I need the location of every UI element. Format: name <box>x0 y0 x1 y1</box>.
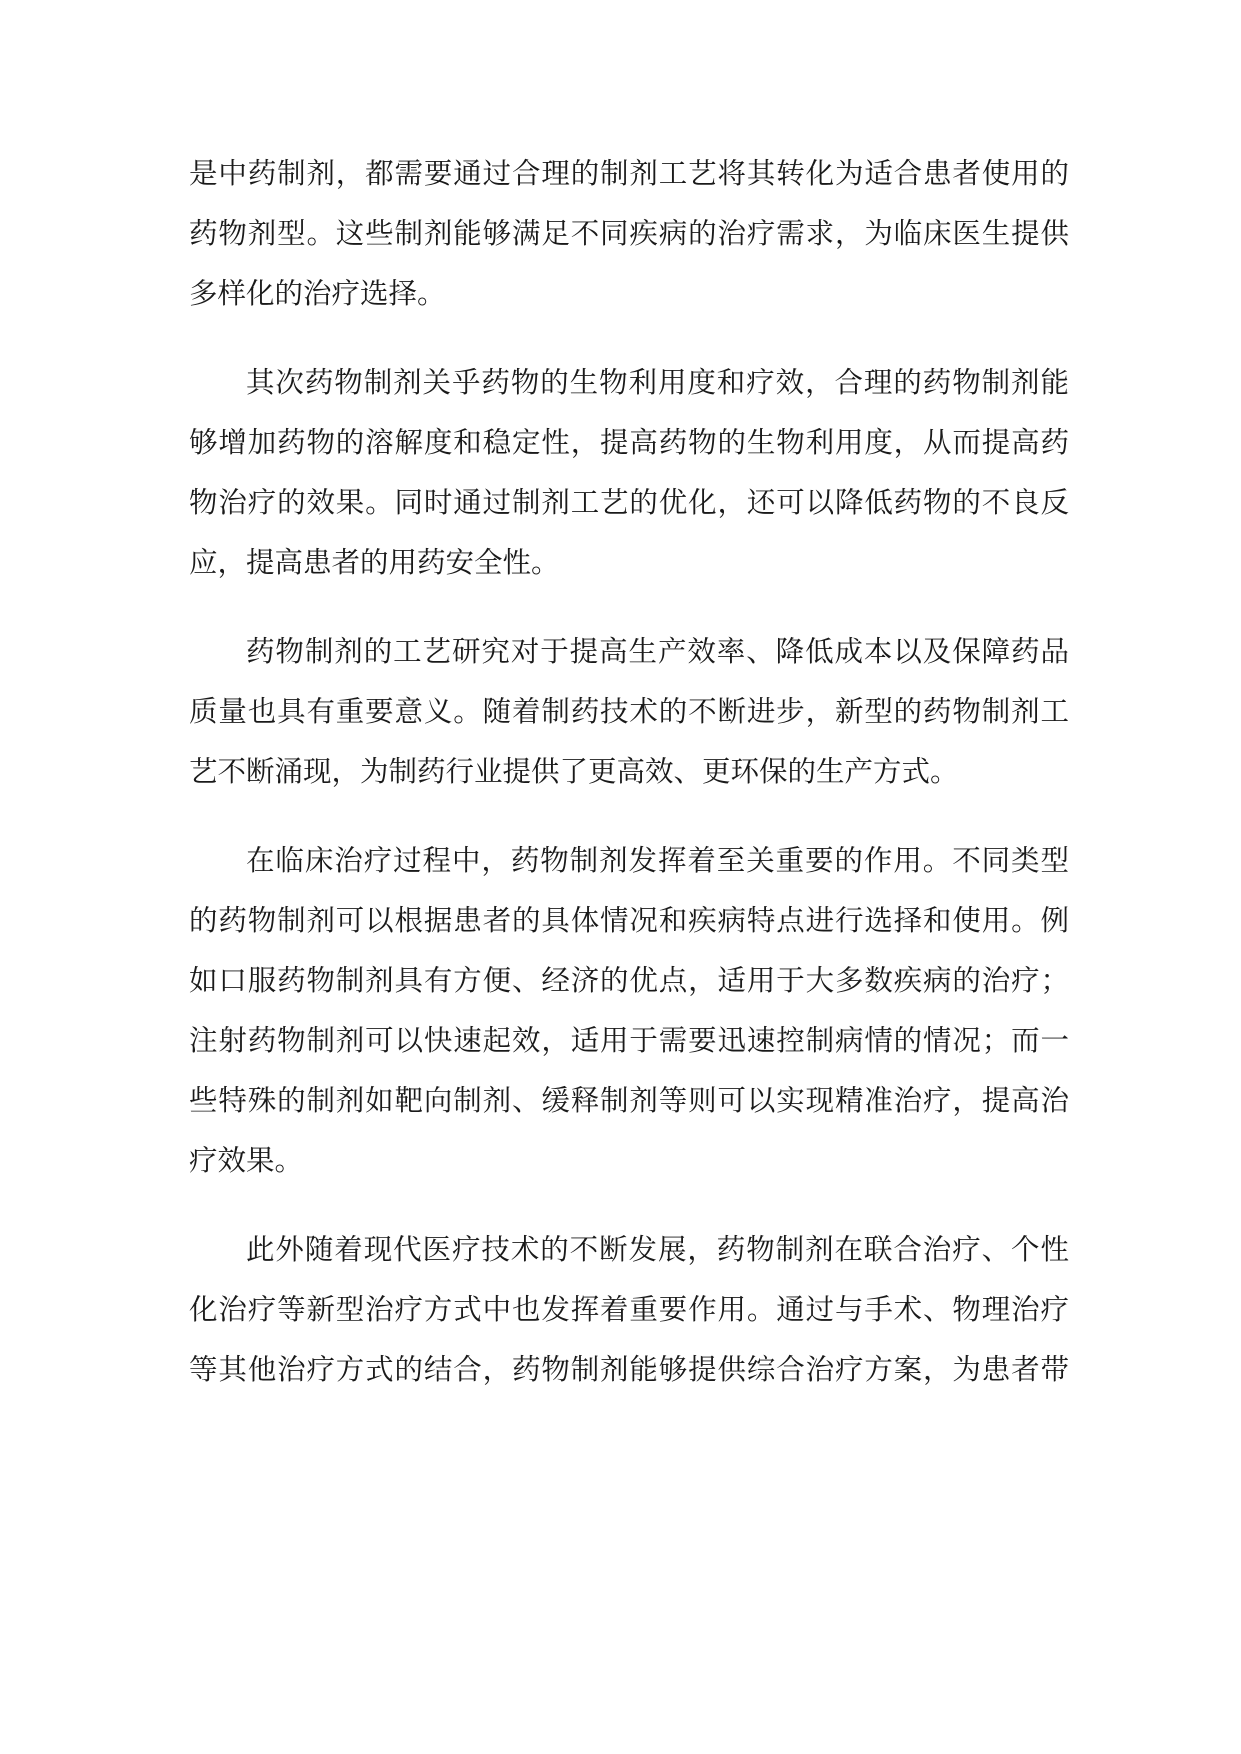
paragraph-spacer <box>189 802 1069 831</box>
text-line: 艺不断涌现，为制药行业提供了更高效、更环保的生产方式。 <box>189 755 959 788</box>
paragraph-spacer <box>189 593 1069 622</box>
text-line: 够增加药物的溶解度和稳定性，提高药物的生物利用度，从而提高药 <box>189 426 1069 459</box>
text-line: 其次药物制剂关乎药物的生物利用度和疗效，合理的药物制剂能 <box>246 366 1069 399</box>
text-line: 物治疗的效果。同时通过制剂工艺的优化，还可以降低药物的不良反 <box>189 486 1069 519</box>
text-line: 如口服药物制剂具有方便、经济的优点，适用于大多数疾病的治疗； <box>189 964 1069 997</box>
paragraph-3 <box>189 622 1069 802</box>
text-line: 药物剂型。这些制剂能够满足不同疾病的治疗需求，为临床医生提供 <box>189 217 1069 250</box>
text-line: 等其他治疗方式的结合，药物制剂能够提供综合治疗方案，为患者带 <box>189 1353 1069 1386</box>
paragraph-4 <box>189 831 1069 1191</box>
text-line: 应，提高患者的用药安全性。 <box>189 546 560 579</box>
paragraph-2 <box>189 353 1069 593</box>
text-line: 是中药制剂，都需要通过合理的制剂工艺将其转化为适合患者使用的 <box>189 157 1069 190</box>
text-line: 化治疗等新型治疗方式中也发挥着重要作用。通过与手术、物理治疗 <box>189 1293 1069 1326</box>
text-line: 质量也具有重要意义。随着制药技术的不断进步，新型的药物制剂工 <box>189 695 1069 728</box>
text-line: 在临床治疗过程中，药物制剂发挥着至关重要的作用。不同类型 <box>246 844 1069 877</box>
paragraph-spacer <box>189 324 1069 353</box>
text-line: 的药物制剂可以根据患者的具体情况和疾病特点进行选择和使用。例 <box>189 904 1069 937</box>
text-line: 多样化的治疗选择。 <box>189 277 446 310</box>
document-body <box>189 144 1069 1400</box>
text-line: 疗效果。 <box>189 1144 304 1177</box>
text-line: 注射药物制剂可以快速起效，适用于需要迅速控制病情的情况；而一 <box>189 1024 1069 1057</box>
paragraph-5 <box>189 1220 1069 1400</box>
text-line: 此外随着现代医疗技术的不断发展，药物制剂在联合治疗、个性 <box>246 1233 1069 1266</box>
text-line: 些特殊的制剂如靶向制剂、缓释制剂等则可以实现精准治疗，提高治 <box>189 1084 1069 1117</box>
paragraph-1 <box>189 144 1069 324</box>
text-line: 药物制剂的工艺研究对于提高生产效率、降低成本以及保障药品 <box>246 635 1069 668</box>
paragraph-spacer <box>189 1191 1069 1220</box>
